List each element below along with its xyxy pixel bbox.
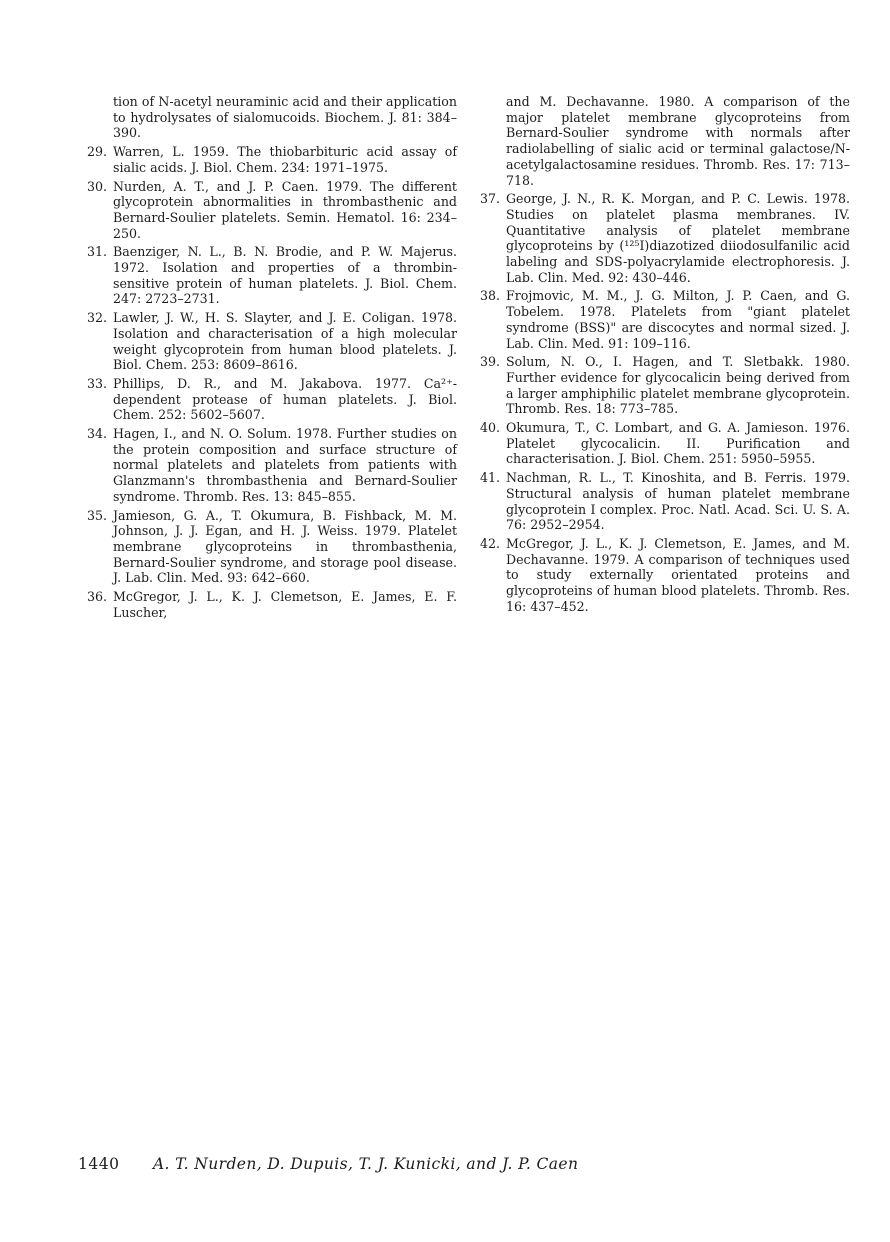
reference-number: 39. (480, 354, 501, 370)
reference-36 (87, 589, 457, 620)
reference-33 (87, 376, 457, 423)
reference-text: Nurden, A. T., and J. P. Caen. 1979. The different glycoprotein abnormalities in thrombasthenic and Bernard-Soulier platelets. Semin. Hematol. 16: 234–250. (113, 178, 457, 241)
reference-continuation (87, 94, 457, 141)
reference-text: Jamieson, G. A., T. Okumura, B. Fishback, M. M. Johnson, J. J. Egan, and H. J. Weiss. 1979. Platelet membrane glycoproteins in thrombasthenia, Bernard-Soulier syndrome, and storage pool disease. J. Lab. Clin. Med. 93: 642–660. (113, 507, 457, 586)
reference-30 (87, 179, 457, 242)
reference-number: 29. (87, 144, 108, 160)
reference-text: Nachman, R. L., T. Kinoshita, and B. Ferris. 1979. Structural analysis of human platelet membrane glycoprotein I complex. Proc. Natl. Acad. Sci. U. S. A. 76: 2952–2954. (506, 470, 850, 533)
reference-text: McGregor, J. L., K. J. Clemetson, E. James, E. F. Luscher, (113, 589, 457, 620)
reference-42 (480, 536, 850, 615)
reference-number: 31. (87, 244, 108, 260)
reference-number: 41. (480, 470, 501, 486)
reference-text: Frojmovic, M. M., J. G. Milton, J. P. Caen, and G. Tobelem. 1978. Platelets from "giant platelet syndrome (BSS)" are discocytes and normal sized. J. Lab. Clin. Med. 91: 109–116. (506, 288, 850, 351)
reference-text: Solum, N. O., I. Hagen, and T. Sletbakk. 1980. Further evidence for glycocalicin being derived from a larger amphiphilic platelet membrane glycoprotein. Thromb. Res. 18: 773–785. (506, 354, 850, 417)
page-number: 1440 (78, 1155, 120, 1173)
reference-38 (480, 288, 850, 351)
reference-text: Okumura, T., C. Lombart, and G. A. Jamieson. 1976. Platelet glycocalicin. II. Purification and characterisation. J. Biol. Chem. 251: 5950–5955. (506, 420, 850, 467)
reference-number: 38. (480, 288, 501, 304)
reference-text: Phillips, D. R., and M. Jakabova. 1977. Ca²⁺-dependent protease of human platelets. J. Biol. Chem. 252: 5602–5607. (113, 375, 457, 423)
reference-text: Baenziger, N. L., B. N. Brodie, and P. W. Majerus. 1972. Isolation and properties of a thrombin-sensitive protein of human platelets. J. Biol. Chem. 247: 2723–2731. (113, 244, 457, 307)
reference-text: Warren, L. 1959. The thiobarbituric acid assay of sialic acids. J. Biol. Chem. 234: 1971–1975. (113, 144, 457, 175)
reference-number: 37. (480, 191, 501, 207)
references-left-column (87, 94, 457, 624)
reference-text: McGregor, J. L., K. J. Clemetson, E. James, and M. Dechavanne. 1979. A comparison of techniques used to study externally orientated proteins and glycoproteins of human blood platelets. Thromb. Res. 16: 437–452. (506, 535, 850, 614)
reference-37 (480, 191, 850, 285)
reference-34 (87, 426, 457, 505)
reference-continuation (480, 94, 850, 188)
reference-41 (480, 470, 850, 533)
reference-text: George, J. N., R. K. Morgan, and P. C. Lewis. 1978. Studies on platelet plasma membranes. IV. Quantitative analysis of platelet membrane glycoproteins by (¹²⁵I)diazotized diiodosulfanilic acid labeling and SDS-polyacrylamide electrophoresis. J. Lab. Clin. Med. 92: 430–446. (506, 191, 850, 285)
reference-39 (480, 354, 850, 417)
reference-number: 32. (87, 310, 108, 326)
page-footer (78, 1154, 838, 1174)
reference-31 (87, 244, 457, 307)
reference-number: 33. (87, 375, 108, 391)
reference-number: 34. (87, 426, 108, 442)
references-right-column (480, 94, 850, 618)
reference-number: 35. (87, 507, 108, 523)
reference-text: and M. Dechavanne. 1980. A comparison of the major platelet membrane glycoproteins from Bernard-Soulier syndrome with normals after radiolabelling of sialic acid or terminal galactose/N-acetylgalactosamine residues. Thromb. Res. 17: 713–718. (506, 94, 850, 188)
reference-number: 36. (87, 589, 108, 605)
running-author-line: A. T. Nurden, D. Dupuis, T. J. Kunicki, and J. P. Caen (152, 1155, 579, 1173)
reference-35 (87, 508, 457, 587)
reference-text: tion of N-acetyl neuraminic acid and their application to hydrolysates of sialomucoids. Biochem. J. 81: 384–390. (113, 94, 457, 141)
reference-29 (87, 144, 457, 175)
reference-32 (87, 310, 457, 373)
reference-40 (480, 420, 850, 467)
reference-number: 42. (480, 535, 501, 551)
reference-number: 30. (87, 178, 108, 194)
reference-number: 40. (480, 420, 501, 436)
reference-text: Hagen, I., and N. O. Solum. 1978. Further studies on the protein composition and surface structure of normal platelets and platelets from patients with Glanzmann's thrombasthenia and Bernard-Soulier syndrome. Thromb. Res. 13: 845–855. (113, 426, 457, 504)
reference-text: Lawler, J. W., H. S. Slayter, and J. E. Coligan. 1978. Isolation and characterisation of a high molecular weight glycoprotein from human blood platelets. J. Biol. Chem. 253: 8609–8616. (113, 310, 457, 373)
